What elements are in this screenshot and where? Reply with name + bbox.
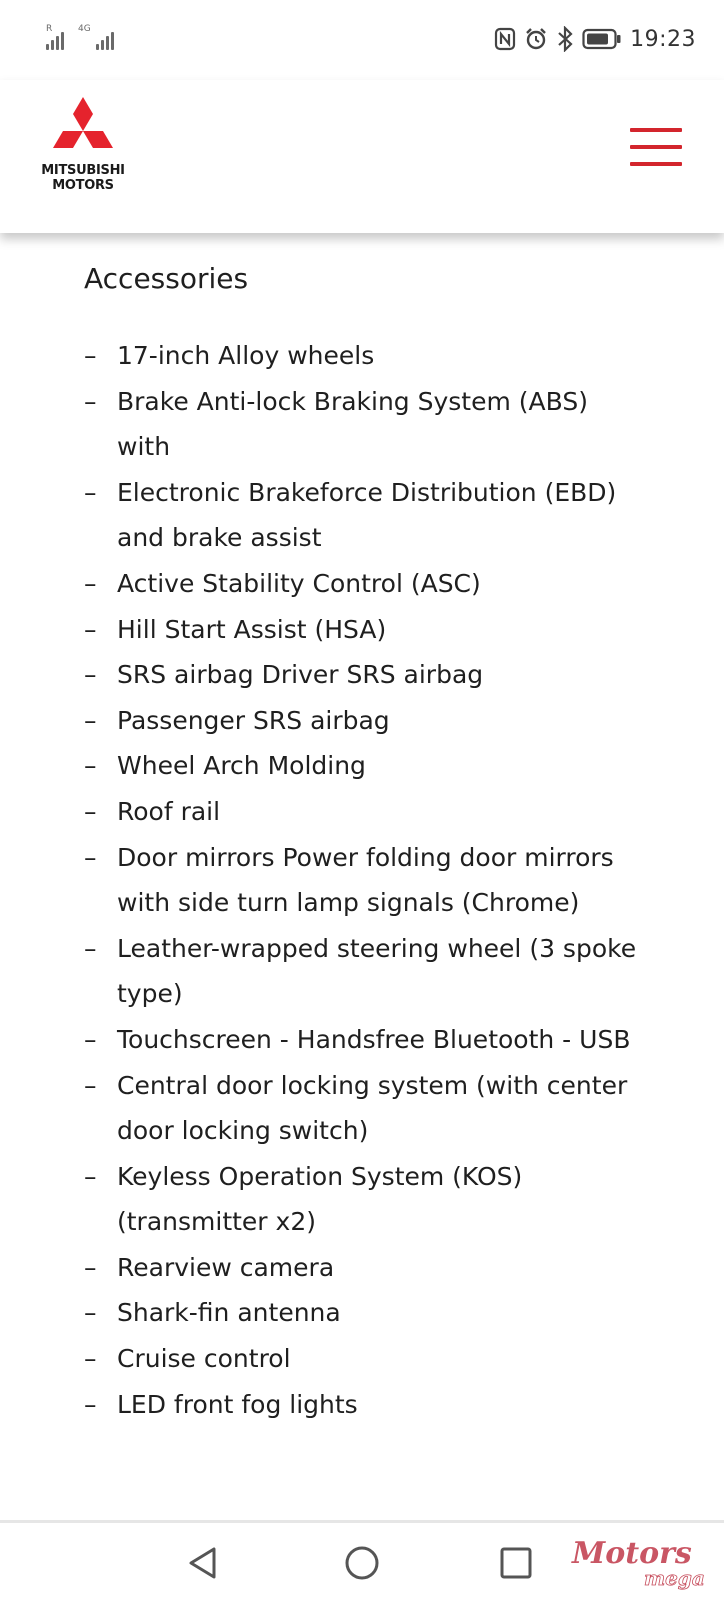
list-dash: – (84, 568, 97, 598)
recents-square-icon[interactable] (496, 1543, 536, 1583)
list-item-text: Door mirrors Power folding door mirrors with side turn lamp signals (Chrome) (117, 842, 614, 918)
sim2-tag: 4G (78, 24, 91, 34)
sim1-signal-icon (46, 24, 64, 50)
list-item (84, 1336, 644, 1382)
list-item-text: Hill Start Assist (HSA) (117, 614, 387, 644)
alarm-icon (524, 27, 548, 51)
list-item-text: Keyless Operation System (KOS) (transmitter x2) (117, 1161, 523, 1237)
list-dash: – (84, 705, 97, 735)
list-item (84, 789, 644, 835)
sim2-signal-icon (78, 24, 114, 50)
list-item-text: 17-inch Alloy wheels (117, 341, 375, 370)
list-item-text: Leather-wrapped steering wheel (3 spoke type) (117, 933, 637, 1009)
list-item (84, 607, 644, 653)
signal-indicators (46, 24, 114, 50)
section-title: Accessories (84, 262, 249, 295)
watermark-line2: mega (644, 1566, 705, 1590)
list-dash: – (84, 1298, 97, 1328)
list-item-text: Roof rail (117, 796, 221, 826)
list-dash: – (84, 933, 97, 963)
list-item-text: Rearview camera (117, 1252, 335, 1282)
motors-mega-watermark (568, 1535, 714, 1591)
list-item (84, 1382, 644, 1428)
system-nav-bar (0, 1520, 724, 1600)
home-circle-icon[interactable] (342, 1543, 382, 1583)
status-bar (0, 0, 724, 80)
list-dash: – (84, 477, 97, 507)
logo-line2: MOTORS (52, 178, 114, 193)
list-dash: – (84, 796, 97, 826)
list-item-text: Brake Anti-lock Braking System (ABS) with (117, 386, 588, 462)
list-item (84, 1063, 644, 1154)
list-item (84, 333, 644, 379)
list-item (84, 379, 644, 470)
list-dash: – (84, 1161, 97, 1191)
bluetooth-icon (556, 26, 574, 52)
list-item-text: Cruise control (117, 1344, 291, 1374)
status-time: 19:23 (630, 26, 696, 52)
list-item-text: Shark-fin antenna (117, 1298, 341, 1328)
list-dash: – (84, 842, 97, 872)
list-item-text: SRS airbag Driver SRS airbag (117, 660, 484, 690)
back-triangle-icon[interactable] (184, 1543, 224, 1583)
list-item (84, 1245, 644, 1291)
list-dash: – (84, 1252, 97, 1282)
list-dash: – (84, 386, 97, 416)
list-item (84, 1017, 644, 1063)
three-diamonds-icon (36, 97, 130, 161)
list-item (84, 470, 644, 561)
watermark-line1: Motors (572, 1536, 692, 1571)
battery-icon (582, 28, 622, 50)
list-item (84, 926, 644, 1017)
list-item (84, 1290, 644, 1336)
hamburger-menu-icon[interactable] (630, 128, 682, 166)
list-dash: – (84, 1070, 97, 1100)
list-item-text: LED front fog lights (117, 1389, 358, 1419)
list-dash: – (84, 614, 97, 644)
list-item (84, 835, 644, 926)
list-item-text: Passenger SRS airbag (117, 705, 390, 735)
list-item-text: Wheel Arch Molding (117, 751, 366, 781)
list-dash: – (84, 751, 97, 781)
status-icons (494, 26, 696, 52)
logo-line1: MITSUBISHI (41, 163, 125, 178)
list-item-text: Touchscreen - Handsfree Bluetooth - USB (117, 1024, 631, 1054)
list-item-text: Active Stability Control (ASC) (117, 568, 481, 598)
list-item (84, 698, 644, 744)
mitsubishi-logo[interactable] (36, 97, 130, 197)
list-dash: – (84, 660, 97, 690)
list-item (84, 1154, 644, 1245)
list-dash: – (84, 1024, 97, 1054)
sim1-tag: R (46, 24, 53, 34)
main-content (0, 233, 724, 1523)
logo-wordmark (36, 163, 130, 193)
site-header (0, 80, 724, 233)
list-item (84, 561, 644, 607)
list-item (84, 652, 644, 698)
nfc-icon (494, 27, 516, 51)
list-dash: – (84, 1389, 97, 1419)
list-dash: – (84, 1344, 97, 1374)
list-item (84, 743, 644, 789)
list-item-text: Electronic Brakeforce Distribution (EBD) and brake assist (117, 477, 617, 553)
accessories-list (84, 333, 644, 1427)
list-item-text: Central door locking system (with center door locking switch) (117, 1070, 628, 1146)
list-dash: – (84, 341, 97, 370)
